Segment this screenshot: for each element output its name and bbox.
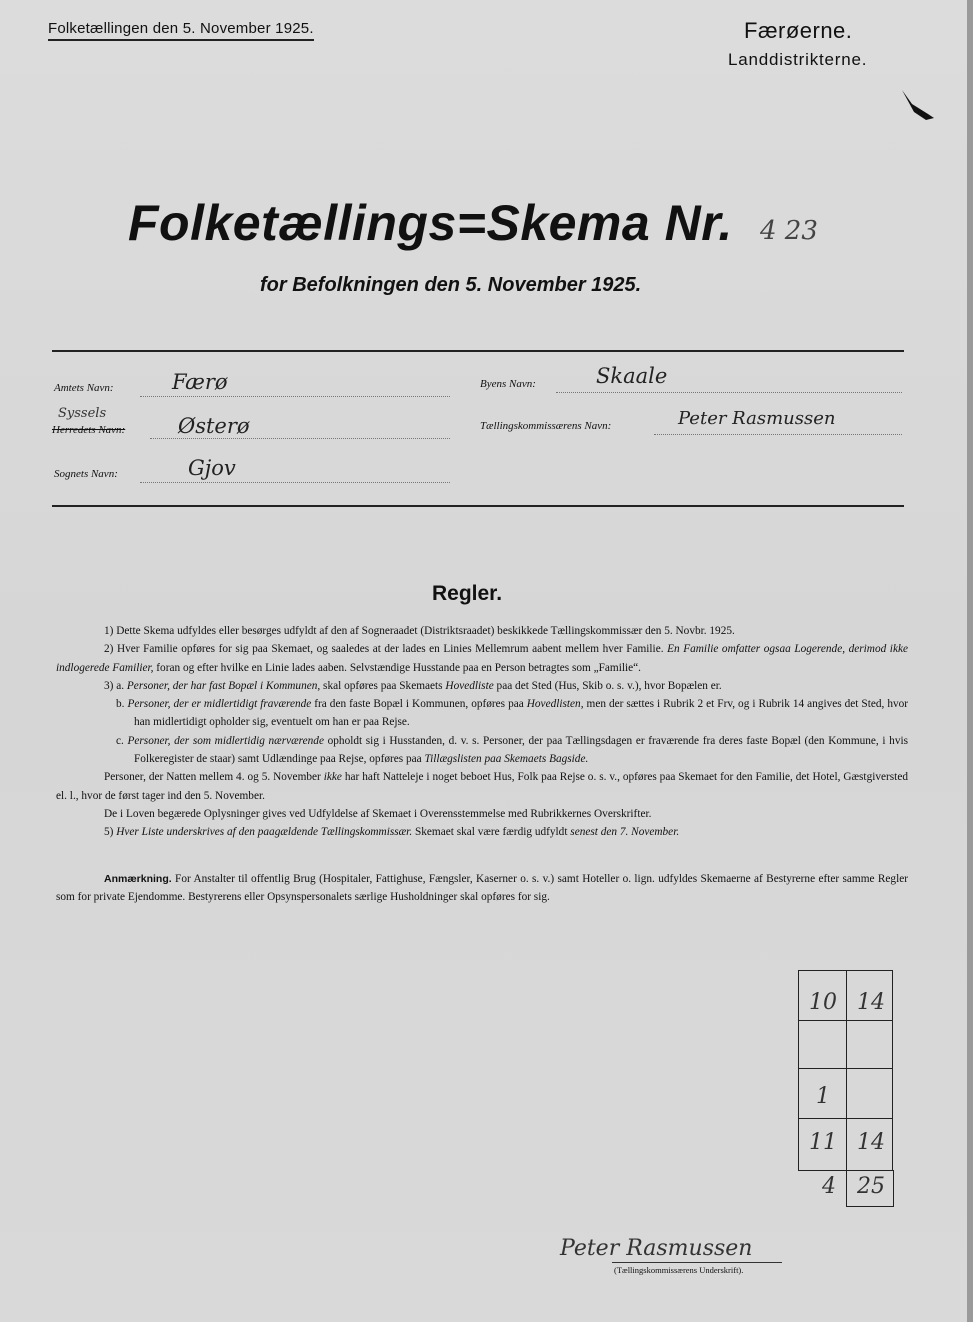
top-divider (52, 350, 904, 352)
sogn-value: Gjov (188, 456, 236, 480)
tally-cell: 14 (857, 990, 885, 1015)
form-title: Folketællings=Skema Nr. (128, 195, 733, 251)
rule-3d: Personer, der Natten mellem 4. og 5. November ikke har haft Natteleje i noget beboet Hus, Folk paa Rejse o. s. v., opføres paa Skemaet for den Familie, det Hotel, Gæstgiversted el. l., hvor de først tager ind den 5. November. (56, 771, 908, 802)
tally-col-line (798, 970, 799, 1170)
signature-line (612, 1262, 782, 1263)
rule-3c: c. Personer, der som midlertidig nærværende opholdt sig i Husstanden, d. v. s. Personer, der paa Tællingsdagen er fraværende fra deres faste Bopæl (den Kommune, i hvis Folkeregister de staar) samt Udlændinge paa Rejse, opføres paa Tillægslisten paa Skemaets Bagside. (116, 734, 908, 766)
region-header: Færøerne. (744, 18, 853, 43)
tally-cell: 10 (809, 990, 837, 1015)
kommissaer-value: Peter Rasmussen (678, 408, 836, 429)
by-line (556, 392, 902, 393)
note-text: For Anstalter til offentlig Brug (Hospitaler, Fattighuse, Fængsler, Kaserner o. s. v.) samt Hoteller o. lign. udfyldes Skemaerne af Bestyrerne efter samme Regler som for private Ejendomme. Bestyrerens eller Opsynspersonalets særlige Husholdninger skal opføres for sig. (56, 873, 908, 904)
tally-cell: 25 (857, 1174, 885, 1199)
rule-4: De i Loven begærede Oplysninger gives ved Udfyldelse af Skemaet i Overensstemmelse med Rubrikkernes Overskrifter. (104, 807, 652, 820)
rule-1: 1) Dette Skema udfyldes eller besørges udfyldt af den af Sogneraadet (Distriktsraadet) beskikkede Tællingskommissær den 5. Novbr. 1925. (104, 625, 735, 637)
kommissaer-label: Tællingskommissærens Navn: (480, 420, 612, 432)
herred-line (150, 438, 450, 439)
signature: Peter Rasmussen (560, 1236, 753, 1261)
amt-line (140, 396, 450, 397)
form-subtitle: for Befolkningen den 5. November 1925. (260, 274, 642, 296)
ink-mark-icon (898, 86, 938, 126)
herred-label-struck: Herredets Navn: (52, 424, 126, 436)
tally-col-line (846, 970, 847, 1170)
tally-grid (798, 970, 893, 1206)
page-edge (967, 0, 973, 1322)
census-date-header: Folketællingen den 5. November 1925. (48, 20, 314, 41)
tally-cell: 14 (857, 1130, 885, 1155)
sogn-line (140, 482, 450, 483)
by-label: Byens Navn: (480, 378, 536, 390)
herred-label-handwritten: Syssels (58, 406, 107, 421)
amt-label: Amtets Navn: (54, 382, 114, 394)
note-label: Anmærkning. (104, 873, 172, 885)
bottom-divider (52, 505, 904, 507)
form-number: 4 23 (760, 216, 818, 246)
kommissaer-line (654, 434, 902, 435)
note-paragraph (56, 870, 908, 907)
rule-3b: b. Personer, der er midlertidigt fraværende fra den faste Bopæl i Kommunen, opføres paa Hovedlisten, men der sættes i Rubrik 2 et Frv, og i Rubrik 14 angives det Sted, hvor han midlertidigt opholder sig, eventuelt om han er paa Rejse. (116, 698, 909, 729)
rule-3a: 3) a. Personer, der har fast Bopæl i Kommunen, skal opføres paa Skemaets Hovedliste paa det Sted (Hus, Skib o. s. v.), hvor Bopælen er. (104, 679, 722, 692)
rules-list (56, 622, 908, 842)
signature-caption: (Tællingskommissærens Underskrift). (614, 1265, 744, 1275)
tally-cell: 1 (816, 1084, 830, 1109)
by-value: Skaale (596, 364, 668, 388)
herred-value: Østerø (178, 414, 250, 438)
tally-cell: 11 (809, 1130, 837, 1155)
rule-5: 5) Hver Liste underskrives af den paagældende Tællingskommissær. Skemaet skal være færdig udfyldt senest den 7. November. (104, 826, 680, 839)
rule-2: 2) Hver Familie opføres for sig paa Skemaet, og saaledes at der lades en Linies Mellemrum aabent mellem hver Familie. En Familie omfatter ogsaa Logerende, derimod ikke indlogerede Familier, foran og efter hvilke en Linie lades aaben. Selvstændige Husstande paa en Person betragtes som „Familie“. (56, 643, 908, 674)
sogn-label: Sognets Navn: (54, 468, 118, 480)
rules-title: Regler. (432, 582, 503, 605)
tally-cell: 4 (822, 1174, 836, 1199)
district-header: Landdistrikterne. (728, 50, 868, 69)
amt-value: Færø (172, 370, 228, 394)
